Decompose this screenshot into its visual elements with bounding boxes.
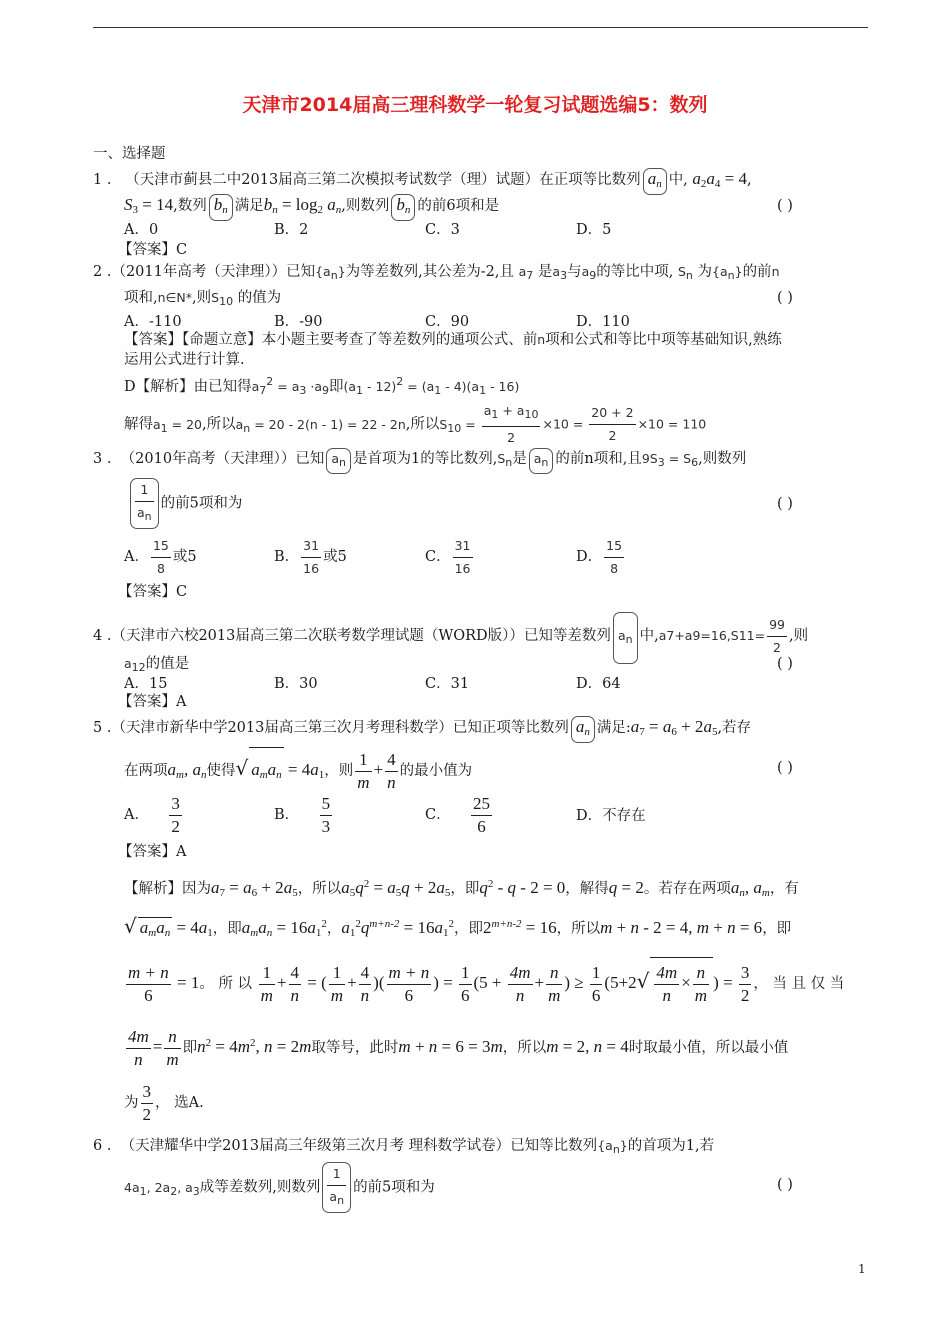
- q1-option-a: A．0: [124, 222, 159, 238]
- q1-option-b: B．2: [274, 222, 309, 238]
- q5-option-c: C． $\frac{25}{6}$: [425, 793, 491, 836]
- q5-option-d: D．不存在: [576, 808, 646, 824]
- q5-option-b: B． $\frac{5}{3}$: [274, 793, 331, 836]
- q4-option-c: C．31: [425, 676, 470, 692]
- question-6-line-2: $4a_1$, $2a_2$, $a_3$成等差数列,则数列 $\frac{1}{a_n}$ 的前5项和为: [124, 1162, 435, 1215]
- q3-answer-blank: ( ): [777, 496, 793, 512]
- q4-option-a: A．15: [124, 676, 168, 692]
- question-3: 3 . （2010年高考（天津理））已知 $a_n$ 是首项为1的等比数列$,S_n$是 $a_n$ 的前n项和,且$9S_3 = S_6$,则数列: [93, 448, 746, 474]
- q5-solution-line-3: $\frac{m + n}{6}$ = 1。 所 以 $\frac{1}{m}$ + $\frac{4}{n}$ = ( $\frac{1}{m}$ + $\frac{4}{n}$ )( $\frac{m + n}{6}$ ) = $\frac{1}{6}$ (5 + $\frac{4m}{n}$ + $\frac{n}{m}$ ) ≥ $\frac{1}{6}$ (5+2√ $\frac{4m}{n}$ × $\frac{n}{m}$ ) = $\frac{3}{2}$ ， 当 且 仅 当: [124, 956, 844, 1009]
- section-heading: 一、选择题: [93, 146, 166, 162]
- q2-solution-line-1: D【解析】由已知得$a_7^2 = a_3 \cdot a_9$即$(a_1 - 12)^2 = (a_1 - 4)(a_1 - 16)$: [124, 375, 520, 397]
- q1-answer-blank: ( ): [777, 198, 793, 214]
- q3-option-b: B． $\frac{31}{16}$ 或5: [274, 534, 347, 580]
- q2-solution-line-2: 解得$a_1 = 20$,所以$a_n = 20 - 2(n - 1) = 22 - 2n$,所以$S_{10}$ = $\frac{a_1 + a_{10}}{2}$ ×10 = $\frac{20 + 2}{2}$ ×10 = 110: [124, 400, 706, 449]
- q1-option-c: C．3: [425, 222, 460, 238]
- q1-option-d: D．5: [576, 222, 612, 238]
- q3-answer: 【答案】C: [118, 584, 188, 600]
- question-3-line-2: $\frac{1}{a_n}$ 的前5项和为: [128, 478, 242, 529]
- q6-answer-blank: ( ): [777, 1177, 793, 1193]
- q2-note-line-1: 【答案】【命题立意】本小题主要考查了等差数列的通项公式、前n项和公式和等比中项等基础知识,熟练: [124, 332, 782, 348]
- page-title: 天津市2014届高三理科数学一轮复习试题选编5：数列: [242, 94, 708, 116]
- q5-solution-line-2: √ $a_ma_n = 4a_1$，即$a_ma_n = 16a_1^2$，$a_1^2q^{m+n-2} = 16a_1^2$，即$2^{m+n-2} = 16$，所以m + n - 2 = 4, m + n = 6，即: [124, 914, 791, 943]
- q3-option-c: C． $\frac{31}{16}$: [425, 534, 475, 580]
- q4-option-d: D．64: [576, 676, 621, 692]
- question-2: 2 .（2011年高考（天津理））已知$\{a_n\}$为等差数列,其公差为-2,且 $a_7$ 是$a_3$与$a_9$的等比中项, $S_n$ 为$\{a_n\}$的前n: [93, 264, 780, 282]
- q3-option-a: A． $\frac{15}{8}$ 或5: [124, 534, 197, 580]
- question-6: 6 . （天津耀华中学2013届高三年级第三次月考 理科数学试卷）已知等比数列$\{a_n\}$的首项为1,若: [93, 1138, 715, 1156]
- question-5-line-2: 在两项$a_m$, $a_n$使得√ $a_ma_n = 4a_1$，则 $\frac{1}{m}$ + $\frac{4}{n}$ 的最小值为: [124, 746, 472, 797]
- q2-answer-blank: ( ): [777, 290, 793, 306]
- question-5: 5 .（天津市新华中学2013届高三第三次月考理科数学）已知正项等比数列 $a_n$ 满足$:a_7 = a_6 + 2a_5$,若存: [93, 716, 751, 743]
- question-1-line-2: $S_3 = 14$,数列 $b_n$ 满足$b_n = \log_2 a_n$,则数列 $b_n$ 的前6项和是: [124, 194, 499, 221]
- page-number: 1: [858, 1262, 866, 1276]
- q5-option-a: A． $\frac{3}{2}$: [124, 793, 180, 836]
- q2-note-line-2: 运用公式进行计算.: [124, 352, 245, 368]
- header-rule: [93, 27, 868, 28]
- q2-option-d: D．110: [576, 314, 630, 330]
- q5-solution-line-1: 【解析】因为$a_7 = a_6 + 2a_5$，所以$a_5q^2 = a_5q + 2a_5$，即$q^2 - q - 2 = 0$，解得q = 2。若存在两项$a_n$, $a_m$，有: [124, 878, 799, 899]
- question-4-line-2: $a_{12}$的值是: [124, 656, 190, 674]
- q3-option-d: D． $\frac{15}{8}$: [576, 534, 626, 580]
- q5-answer: 【答案】A: [118, 844, 187, 860]
- q4-answer-blank: ( ): [777, 656, 793, 672]
- q4-option-b: B．30: [274, 676, 318, 692]
- question-2-line-2: 项和,n∈N*,则$S_{10}$ 的值为: [124, 290, 282, 308]
- q4-answer: 【答案】A: [118, 694, 187, 710]
- question-1: 1 . （天津市蓟县二中2013届高三第二次模拟考试数学（理）试题）在正项等比数列 $a_n$ 中, $a_2a_4 = 4$,: [93, 168, 752, 195]
- q2-option-c: C．90: [425, 314, 470, 330]
- q1-answer: 【答案】C: [118, 242, 188, 258]
- q2-option-b: B．-90: [274, 314, 323, 330]
- question-4: 4 .（天津市六校2013届高三第二次联考数学理试题（WORD版））已知等差数列 $a_n$ 中,a7+a9=16,S11= $\frac{99}{2}$ ,则: [93, 612, 808, 664]
- q5-solution-line-5: 为 $\frac{3}{2}$ ， 选A.: [124, 1081, 204, 1124]
- q2-option-a: A．-110: [124, 314, 182, 330]
- q5-solution-line-4: $\frac{4m}{n}$ = $\frac{n}{m}$ 即$n^2 = 4m^2$, n = 2m取等号，此时m + n = 6 = 3m，所以m = 2, n = 4时取最小值，所以最小值: [128, 1026, 789, 1069]
- q5-answer-blank: ( ): [777, 760, 793, 776]
